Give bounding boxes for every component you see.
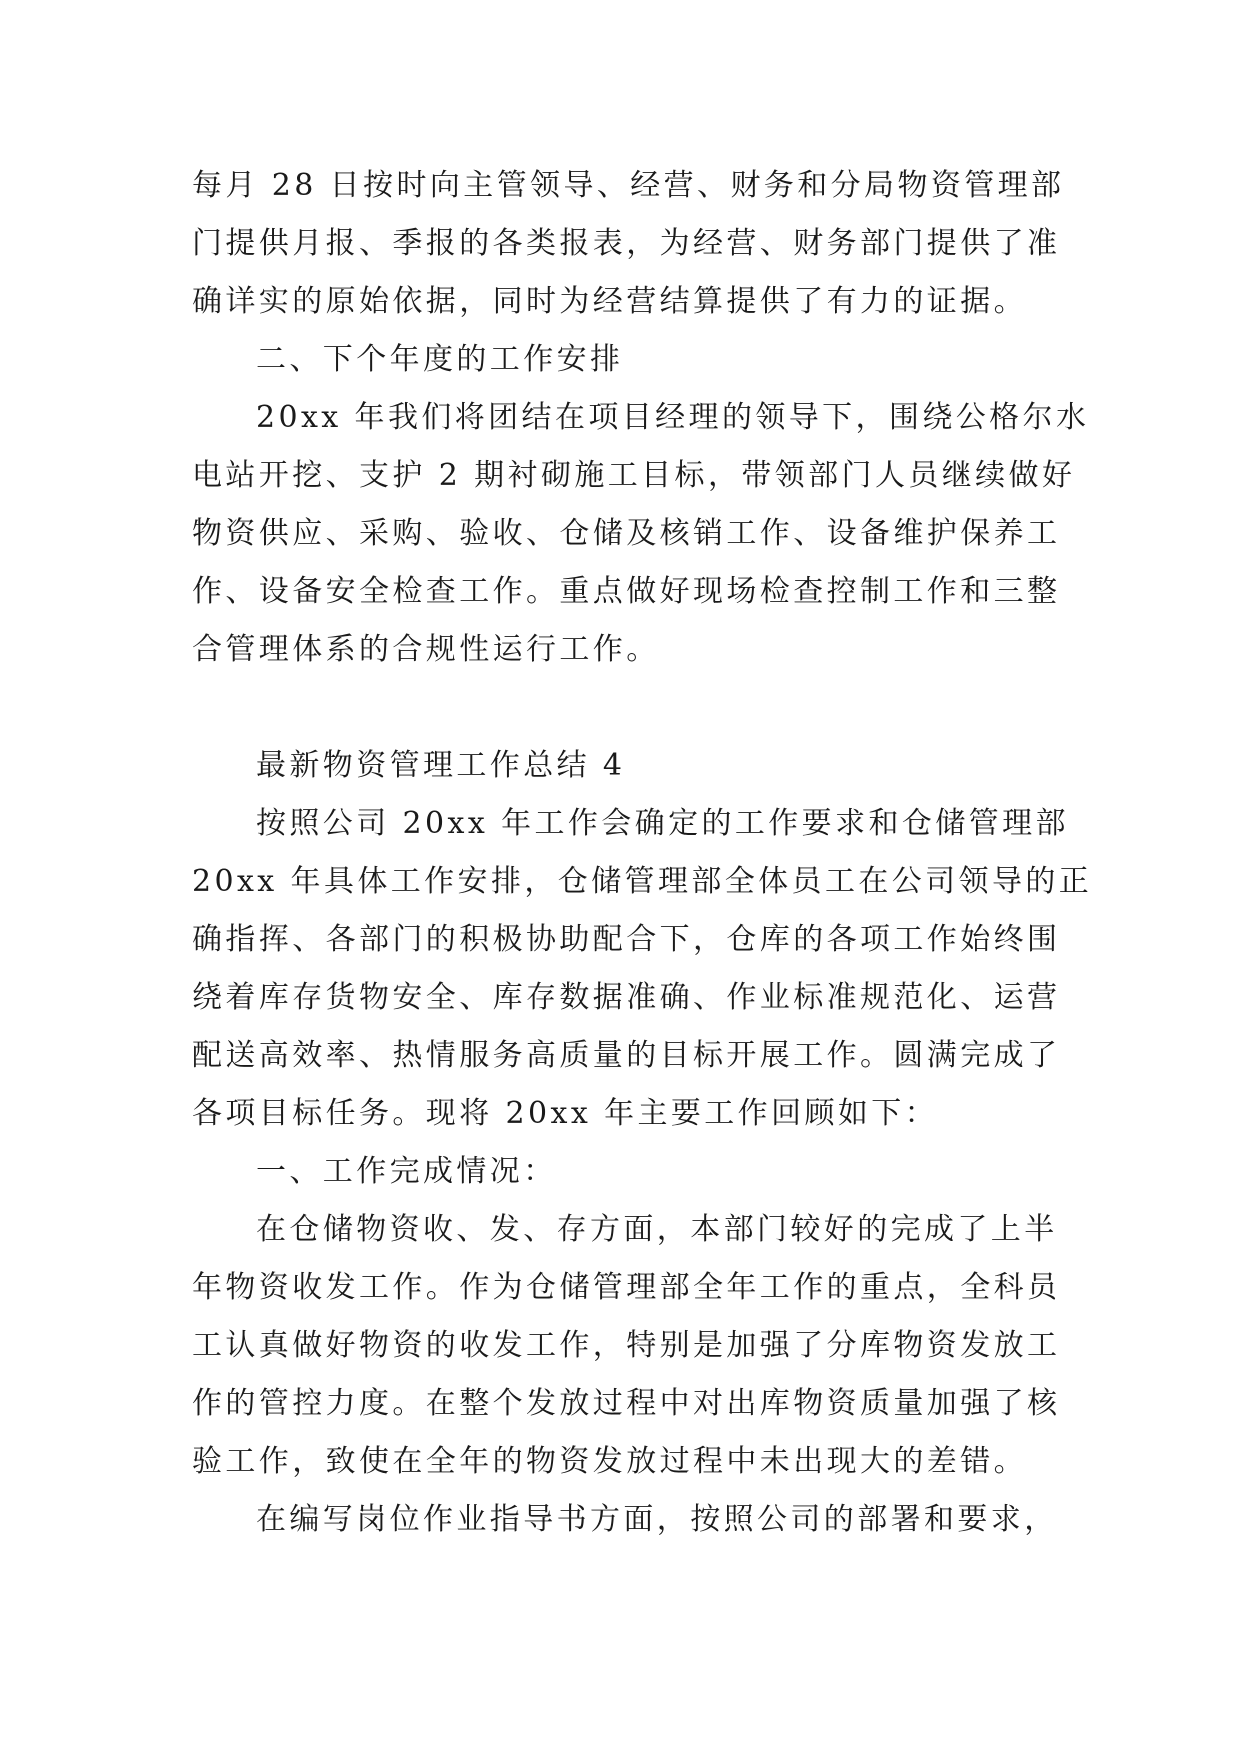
paragraph-line: 绕着库存货物安全、库存数据准确、作业标准规范化、运营 — [192, 980, 1061, 1015]
paragraph-line: 确指挥、各部门的积极协助配合下，仓库的各项工作始终围 — [192, 922, 1061, 957]
paragraph-line: 合管理体系的合规性运行工作。 — [192, 632, 660, 667]
paragraph-line: 验工作，致使在全年的物资发放过程中未出现大的差错。 — [192, 1444, 1027, 1479]
document-title: 最新物资管理工作总结 4 — [256, 748, 626, 783]
paragraph-line: 作、设备安全检查工作。重点做好现场检查控制工作和三整 — [192, 574, 1061, 609]
paragraph-line: 物资供应、采购、验收、仓储及核销工作、设备维护保养工 — [192, 516, 1061, 551]
paragraph-line: 配送高效率、热情服务高质量的目标开展工作。圆满完成了 — [192, 1038, 1061, 1073]
section-heading: 二、下个年度的工作安排 — [256, 342, 624, 377]
paragraph-line: 工认真做好物资的收发工作，特别是加强了分库物资发放工 — [192, 1328, 1061, 1363]
paragraph-line: 20xx 年我们将团结在项目经理的领导下，围绕公格尔水 — [256, 400, 1090, 435]
paragraph-line: 各项目标任务。现将 20xx 年主要工作回顾如下： — [192, 1096, 939, 1131]
paragraph-line: 门提供月报、季报的各类报表，为经营、财务部门提供了准 — [192, 226, 1061, 261]
paragraph-line: 作的管控力度。在整个发放过程中对出库物资质量加强了核 — [192, 1386, 1061, 1421]
paragraph-line: 20xx 年具体工作安排，仓储管理部全体员工在公司领导的正 — [192, 864, 1093, 899]
paragraph-line: 每月 28 日按时向主管领导、经营、财务和分局物资管理部 — [192, 168, 1065, 203]
paragraph-line: 年物资收发工作。作为仓储管理部全年工作的重点，全科员 — [192, 1270, 1061, 1305]
paragraph-line: 按照公司 20xx 年工作会确定的工作要求和仓储管理部 — [256, 806, 1069, 841]
paragraph-line: 在编写岗位作业指导书方面，按照公司的部署和要求， — [256, 1502, 1058, 1537]
section-heading: 一、工作完成情况： — [256, 1154, 557, 1189]
paragraph-line: 在仓储物资收、发、存方面，本部门较好的完成了上半 — [256, 1212, 1058, 1247]
paragraph-line: 确详实的原始依据，同时为经营结算提供了有力的证据。 — [192, 284, 1027, 319]
paragraph-line: 电站开挖、支护 2 期衬砌施工目标，带领部门人员继续做好 — [192, 458, 1076, 493]
